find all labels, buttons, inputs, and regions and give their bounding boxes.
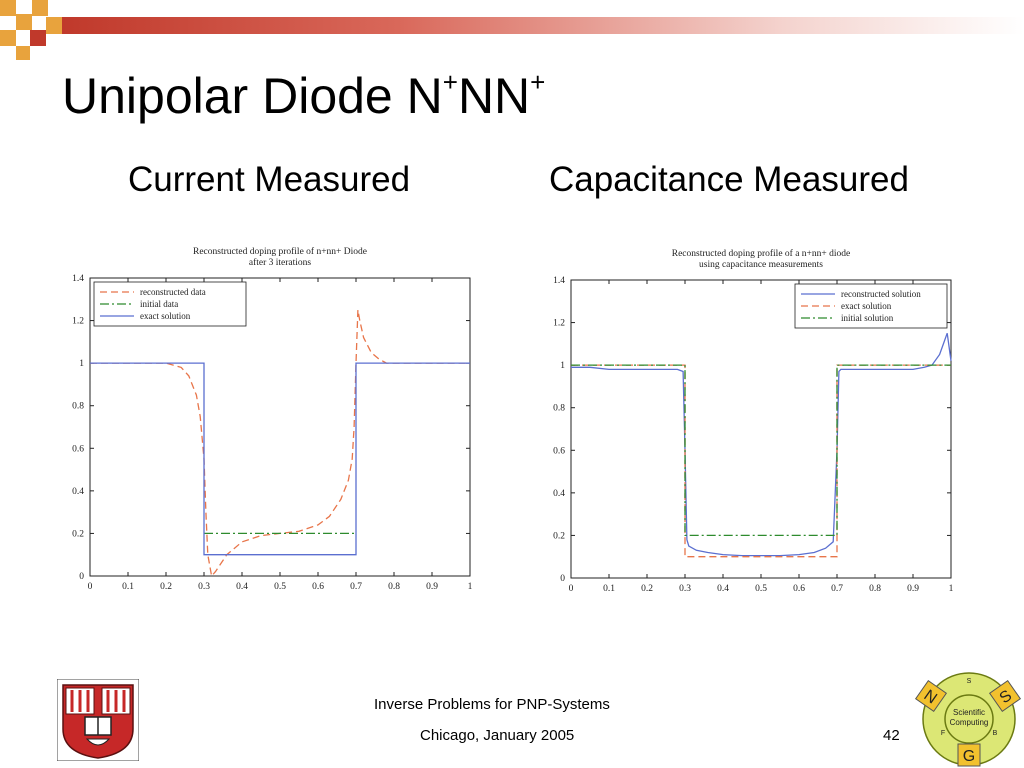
footer-place-date: Chicago, January 2005: [420, 727, 575, 744]
y-tick-label: 0.6: [553, 446, 565, 457]
university-crest-logo: [57, 679, 139, 761]
header-gradient-band: [62, 17, 1024, 34]
chart-title: Reconstructed doping profile of a n+nn+ diode: [671, 249, 851, 259]
y-tick-label: 0: [79, 572, 84, 582]
x-tick-label: 0.7: [831, 584, 843, 594]
logo-letter-small-f: F: [940, 730, 946, 737]
title-superscript: +: [442, 67, 458, 97]
logo-letter-small-b: B: [992, 730, 998, 737]
title-main: Unipolar Diode N: [62, 68, 443, 124]
legend-label: reconstructed data: [140, 287, 206, 297]
y-tick-label: 0.4: [553, 488, 565, 499]
deco-square: [0, 0, 16, 16]
y-tick-label: 0.2: [553, 531, 565, 542]
x-tick-label: 0.6: [312, 582, 324, 592]
y-tick-label: 1.2: [553, 318, 565, 329]
x-tick-label: 0.3: [198, 582, 210, 592]
subheading-capacitance-measured: Capacitance Measured: [549, 160, 909, 199]
logo-letter-g: G: [962, 748, 976, 765]
x-tick-label: 0.7: [350, 582, 362, 592]
title-middle: NN: [457, 68, 531, 124]
logo-letter-s: S: [996, 687, 1016, 708]
y-tick-label: 1: [79, 359, 84, 370]
x-tick-label: 0.5: [755, 584, 767, 594]
logo-letter-n: N: [920, 686, 940, 708]
footer-presentation-title: Inverse Problems for PNP-Systems: [374, 696, 610, 713]
x-tick-label: 0.4: [717, 584, 729, 594]
slide-number: 42: [883, 727, 900, 744]
x-tick-label: 0.8: [869, 584, 881, 594]
y-tick-label: 1.4: [553, 276, 565, 286]
x-tick-label: 0.1: [122, 582, 134, 592]
y-tick-label: 1.2: [72, 316, 84, 327]
deco-square: [32, 0, 48, 16]
legend-label: reconstructed solution: [841, 289, 921, 299]
chart-title: Reconstructed doping profile of n+nn+ Diode: [192, 247, 368, 257]
x-tick-label: 0.3: [679, 584, 691, 594]
x-tick-label: 0.2: [641, 584, 653, 594]
x-tick-label: 1: [467, 582, 473, 592]
y-tick-label: 1.4: [72, 274, 84, 284]
x-tick-label: 0: [87, 582, 93, 592]
deco-square: [46, 17, 62, 34]
slide-title: [62, 66, 545, 126]
y-tick-label: 0.4: [72, 486, 84, 497]
current-measured-chart: [56, 238, 486, 598]
x-tick-label: 0.2: [160, 582, 172, 592]
legend-label: exact solution: [841, 301, 892, 311]
capacitance-measured-chart: [537, 240, 967, 600]
x-tick-label: 0.9: [426, 582, 438, 592]
deco-square: [30, 30, 46, 46]
y-tick-label: 0.2: [72, 529, 84, 540]
logo-letter-small-s: S: [966, 678, 972, 685]
x-tick-label: 0.6: [793, 584, 805, 594]
y-tick-label: 1: [560, 361, 565, 372]
chart-title: using capacitance measurements: [699, 260, 823, 270]
x-tick-label: 0.5: [274, 582, 286, 592]
deco-square: [0, 30, 16, 46]
x-tick-label: 0.4: [236, 582, 248, 592]
legend-label: initial solution: [841, 313, 894, 323]
logo-center-line: Scientific: [952, 708, 986, 717]
title-superscript: +: [530, 67, 546, 97]
x-tick-label: 0.1: [603, 584, 615, 594]
x-tick-label: 0.8: [388, 582, 400, 592]
x-tick-label: 0: [568, 584, 574, 594]
logo-center-line: Computing: [949, 718, 989, 727]
deco-square: [16, 14, 32, 30]
y-tick-label: 0.6: [72, 444, 84, 455]
legend-label: exact solution: [140, 311, 191, 321]
scientific-computing-logo: [914, 669, 1024, 768]
legend-label: initial data: [140, 299, 179, 309]
subheading-current-measured: Current Measured: [128, 160, 411, 199]
x-tick-label: 0.9: [907, 584, 919, 594]
y-tick-label: 0: [560, 574, 565, 584]
chart-title: after 3 iterations: [248, 258, 312, 268]
y-tick-label: 0.8: [72, 401, 84, 412]
deco-square: [16, 46, 30, 60]
x-tick-label: 1: [948, 584, 954, 594]
header-decoration: [0, 0, 1024, 62]
y-tick-label: 0.8: [553, 403, 565, 414]
